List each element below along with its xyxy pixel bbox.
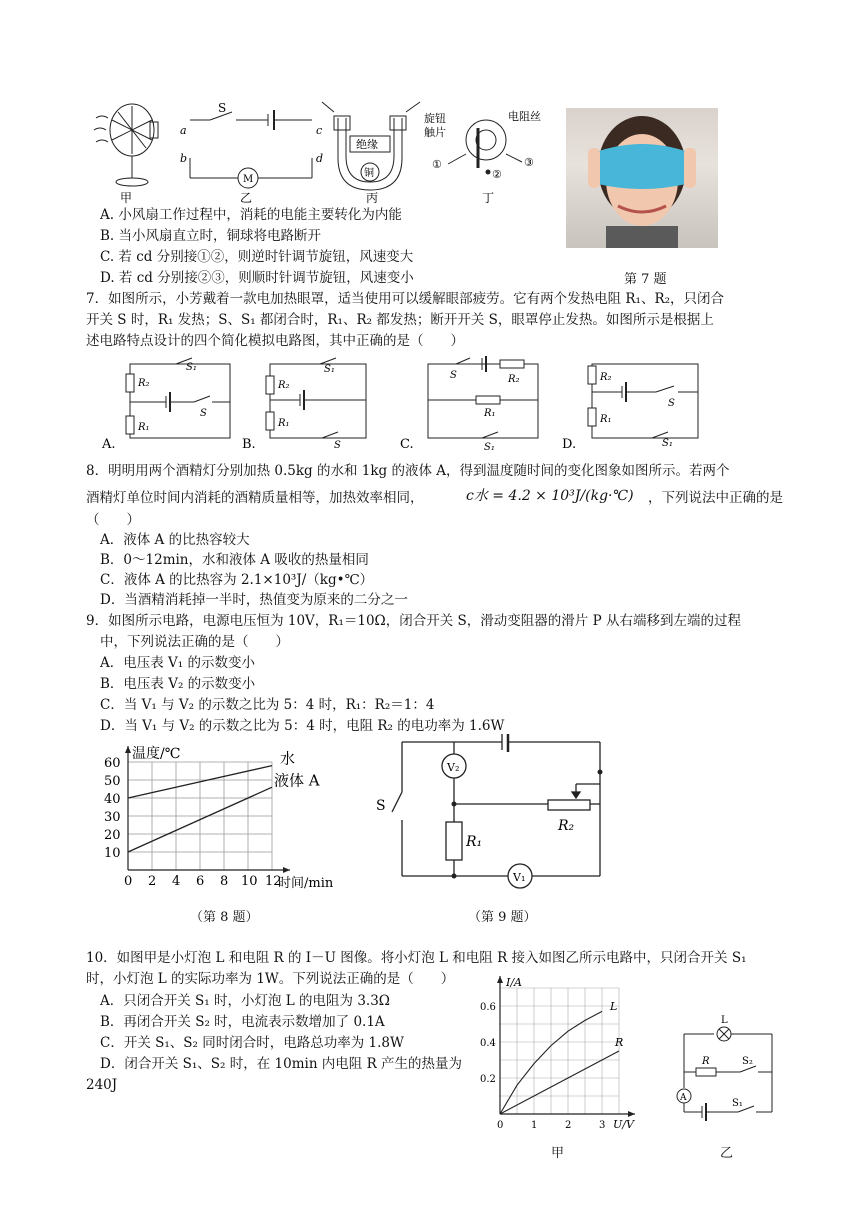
y-tick-label: 0.2 (480, 1074, 496, 1085)
q7c-s: S (450, 370, 457, 381)
q9-r2: R₂ (558, 818, 575, 834)
x-axis-arrow (283, 867, 290, 873)
y-tick-label: 40 (104, 792, 121, 807)
label-t3: ③ (524, 156, 534, 169)
eye-mask-photo (566, 108, 718, 248)
chart10-xlabel: U/V (613, 1118, 634, 1131)
q7-figure-caption: 第 7 题 (624, 272, 667, 287)
q7-line-3: 述电路特点设计的四个简化模拟电路图，其中正确的是（ ） (86, 333, 464, 349)
q7a-r1: R₁ (138, 422, 150, 433)
q9-r1: R₁ (466, 834, 483, 850)
q9-caption: （第 9 题） (468, 910, 537, 925)
q7d-s1: S₁ (662, 438, 673, 449)
q7-choice-a: A. (102, 437, 116, 452)
x-tick-label: 10 (241, 874, 258, 889)
q6-option-d: D. 若 cd 分别接②③，则顺时针调节旋钮，风速变小 (100, 270, 414, 286)
q10c-s2: S₂ (742, 1056, 753, 1067)
q7-circuits (96, 356, 736, 452)
y-axis-arrow (125, 746, 131, 753)
q9-option-d: D．当 V₁ 与 V₂ 的示数之比为 5：4 时，电阻 R₂ 的电功率为 1.6W (100, 718, 505, 734)
q8-caption: （第 8 题） (190, 910, 259, 925)
q7b-s: S (334, 440, 341, 451)
q9-option-c: C．当 V₁ 与 V₂ 的示数之比为 5：4 时，R₁：R₂＝1：4 (100, 697, 435, 713)
q7c-r1: R₁ (484, 408, 496, 419)
x-tick-label: 6 (196, 874, 205, 889)
x-tick-label: 8 (220, 874, 229, 889)
q8-option-d: D．当酒精消耗掉一半时，热值变为原来的二分之一 (100, 592, 408, 608)
x-axis-arrow (628, 1111, 635, 1117)
q10c-r: R (702, 1056, 710, 1067)
label-ding: 丁 (482, 191, 495, 205)
q10-circuit-caption: 乙 (720, 1146, 734, 1161)
q10-option-c: C．开关 S₁、S₂ 同时闭合时，电路总功率为 1.8W (100, 1035, 404, 1051)
q9-s: S (376, 798, 386, 814)
q7-choice-b: B. (242, 437, 256, 452)
q7-line-1: 7．如图所示，小芳戴着一款电加热眼罩，适当使用可以缓解眼部疲劳。它有两个发热电阻 R₁、R₂，只闭合 (86, 291, 725, 307)
q7-choice-c: C. (400, 437, 414, 452)
q7-line-2: 开关 S 时，R₁ 发热；S、S₁ 都闭合时，R₁、R₂ 都发热；断开开关 S，眼罩停止发热。如图所示是根据上 (86, 312, 714, 328)
q8-temperature-chart (96, 730, 366, 902)
label-insulation: 绝缘 (356, 138, 378, 151)
x-tick-label: 3 (599, 1120, 606, 1131)
y-tick-label: 60 (104, 756, 121, 771)
label-bing: 丙 (366, 191, 379, 205)
q9-option-b: B．电压表 V₂ 的示数变小 (100, 676, 256, 692)
q10-line-2: 时，小灯泡 L 的实际功率为 1W。下列说法正确的是（ ） (86, 971, 455, 987)
label-t2: ② (492, 168, 502, 181)
q7b-r2: R₂ (278, 380, 290, 391)
y-tick-label: 50 (104, 774, 121, 789)
q10c-s1: S₁ (732, 1098, 743, 1109)
q10-option-d-cont: 240J (86, 1077, 118, 1093)
curve-label-r: R (615, 1036, 624, 1049)
y-tick-label: 10 (104, 846, 121, 861)
q8-option-c: C．液体 A 的比热容为 2.1×10³J/（kg•℃） (100, 572, 374, 588)
label-wire: 电阻丝 (508, 110, 541, 123)
label-copper: 铜 (364, 168, 374, 179)
q8-formula: c水 = 4.2 × 10³J/(kg·℃) (466, 488, 634, 504)
q7-choice-d: D. (562, 437, 577, 452)
q8-line-3: （ ） (86, 512, 140, 528)
y-tick-label: 0.4 (480, 1038, 496, 1049)
q7b-r1: R₁ (278, 418, 290, 429)
q7a-s1: S₁ (186, 362, 197, 373)
q10c-a: A (680, 1093, 687, 1103)
fan-figure (94, 104, 158, 186)
label-a: a (180, 124, 187, 137)
label-contact: 触片 (424, 126, 446, 139)
q7c-r2: R₂ (508, 374, 520, 385)
label-c: c (316, 124, 323, 137)
q9-v2: V₂ (447, 761, 460, 774)
q10-iu-chart (476, 972, 660, 1132)
q9-circuit (372, 734, 612, 894)
label-motor: M (243, 174, 254, 185)
q9-v1: V₁ (513, 871, 526, 884)
q6-option-a: A. 小风扇工作过程中，消耗的电能主要转化为内能 (100, 207, 402, 223)
q8-line-2b: ，下列说法中正确的是 (648, 490, 783, 506)
x-tick-label: 1 (531, 1120, 538, 1131)
q8-option-b: B．0～12min，水和液体 A 吸收的热量相同 (100, 552, 369, 568)
q10c-l: L (721, 1015, 728, 1026)
label-yi: 乙 (240, 191, 253, 205)
top-figures (90, 98, 560, 210)
x-tick-label: 2 (148, 874, 157, 889)
q10-line-1: 10．如图甲是小灯泡 L 和电阻 R 的 I－U 图像。将小灯泡 L 和电阻 R 接入如图乙所示电路中，只闭合开关 S₁ (86, 950, 747, 966)
label-t1: ① (432, 158, 442, 171)
label-knob: 旋钮 (424, 112, 446, 125)
chart8-xlabel: 时间/min (278, 876, 334, 891)
q8-line-2: 酒精灯单位时间内消耗的酒精质量相等，加热效率相同， (86, 490, 424, 506)
x-tick-label: 0 (497, 1120, 504, 1131)
q9-option-a: A．电压表 V₁ 的示数变小 (100, 655, 255, 671)
q9-line-1: 9．如图所示电路，电源电压恒为 10V，R₁＝10Ω，闭合开关 S，滑动变阻器的滑片 P 从右端移到左端的过程 (86, 613, 741, 629)
x-tick-label: 12 (265, 874, 282, 889)
y-axis-arrow (497, 976, 503, 983)
knob-rheostat (448, 120, 522, 174)
q10-option-b: B．再闭合开关 S₂ 时，电流表示数增加了 0.1A (100, 1014, 385, 1030)
label-b: b (180, 152, 188, 165)
q7a-s: S (200, 408, 207, 419)
legend-water: 水 (280, 749, 296, 768)
q8-line-1: 8．明明用两个酒精灯分别加热 0.5kg 的水和 1kg 的液体 A，得到温度随时间的变化图象如图所示。若两个 (86, 463, 730, 479)
label-s: S (218, 101, 227, 115)
q6-option-b: B. 当小风扇直立时，铜球将电路断开 (100, 228, 322, 244)
y-tick-label: 20 (104, 828, 121, 843)
q6-option-c: C. 若 cd 分别接①②，则逆时针调节旋钮，风速变大 (100, 249, 414, 265)
chart10-ylabel: I/A (506, 976, 522, 989)
legend-liquid-a: 液体 A (274, 771, 320, 790)
q7b-s1: S₁ (324, 364, 335, 375)
y-tick-label: 30 (104, 810, 121, 825)
q7d-r1: R₁ (600, 414, 612, 425)
q10-option-a: A．只闭合开关 S₁ 时，小灯泡 L 的电阻为 3.3Ω (100, 993, 390, 1009)
q7d-s: S (668, 398, 675, 409)
y-tick-label: 0.6 (480, 1002, 496, 1013)
q10-option-d: D．闭合开关 S₁、S₂ 时，在 10min 内电阻 R 产生的热量为 (100, 1056, 463, 1072)
q10-circuit (672, 1012, 792, 1126)
q7c-s1: S₁ (484, 442, 495, 452)
x-tick-label: 2 (565, 1120, 572, 1131)
curve-label-l: L (610, 1000, 618, 1013)
x-tick-label: 0 (124, 874, 133, 889)
q10-chart-caption: 甲 (551, 1146, 565, 1161)
series-curve-R (500, 1051, 619, 1114)
x-tick-label: 4 (172, 874, 181, 889)
q7a-r2: R₂ (138, 378, 150, 389)
chart8-ylabel: 温度/℃ (132, 746, 181, 762)
label-d: d (316, 152, 324, 165)
q9-line-2: 中，下列说法正确的是（ ） (100, 634, 289, 650)
q8-option-a: A．液体 A 的比热容较大 (100, 532, 250, 548)
q7d-r2: R₂ (600, 372, 612, 383)
label-jia: 甲 (120, 191, 133, 205)
